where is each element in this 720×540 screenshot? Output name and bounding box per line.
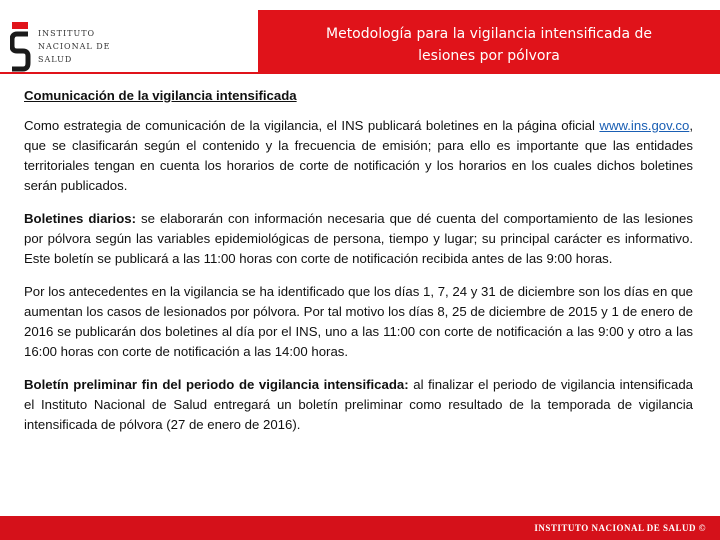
preliminary-bulletin-text: al finalizar el periodo de vigilancia intensificada el Instituto Nacional de Salud entregará un boletín preliminar como resultado de la temporada de vigilancia intensificada de pólvora (27 de enero de 2016). [24, 377, 693, 432]
paragraph-preliminary-bulletin [24, 375, 693, 435]
ins-logo [10, 22, 111, 74]
section-heading: Comunicación de la vigilancia intensificada [24, 88, 297, 103]
daily-bulletins-label: Boletines diarios: [24, 211, 136, 226]
preliminary-bulletin-label: Boletín preliminar fin del periodo de vigilancia intensificada: [24, 377, 409, 392]
ins-website-link[interactable]: www.ins.gov.co [599, 118, 690, 133]
logo-line-1: INSTITUTO [38, 29, 96, 38]
page-title [258, 23, 720, 67]
logo-line-3: SALUD [38, 55, 73, 64]
paragraph-1-text-end: , que se clasificarán según el contenido y la frecuencia de emisión; para ello es importante que las entidades territoriales tengan en cuenta los horarios de corte de notificación y los horarios en los cuales dichos boletines serán publicados. [24, 118, 693, 193]
page-title-line-2: lesiones por pólvora [418, 48, 560, 64]
paragraph-history: Por los antecedentes en la vigilancia se ha identificado que los días 1, 7, 24 y 31 de diciembre son los días en que aumentan los casos de lesionados por pólvora. Por tal motivo los días 8, 25 de diciembre de 2015 y 1 de enero de 2016 se publicarán dos boletines al día por el INS, uno a las 11:00 con corte de notificación a las 9:00 y otro a las 16:00 horas con corte de notificación a las 14:00 horas. [24, 284, 693, 359]
ins-logo-text [38, 27, 111, 66]
footer-copyright: INSTITUTO NACIONAL DE SALUD © [534, 523, 706, 533]
paragraph-daily-bulletins [24, 209, 693, 269]
paragraph-1-text-start: Como estrategia de comunicación de la vigilancia, el INS publicará boletines en la página oficial [24, 118, 600, 133]
footer-bar [0, 516, 720, 540]
logo-line-2: NACIONAL DE [38, 42, 111, 51]
daily-bulletins-text: se elaborarán con información necesaria que dé cuenta del comportamiento de las lesiones por pólvora según las variables epidemiológicas de persona, tiempo y lugar; su principal carácter es informativo. Este boletín se publicará a las 11:00 horas con corte de notificación recibida antes de las 9:00 horas. [24, 211, 693, 266]
header-banner [258, 10, 720, 72]
page-title-line-1: Metodología para la vigilancia intensificada de [326, 26, 652, 42]
ins-logo-mark-icon [10, 22, 32, 74]
main-content [24, 86, 693, 448]
paragraph-communication-strategy [24, 116, 693, 196]
header-divider [0, 72, 720, 74]
